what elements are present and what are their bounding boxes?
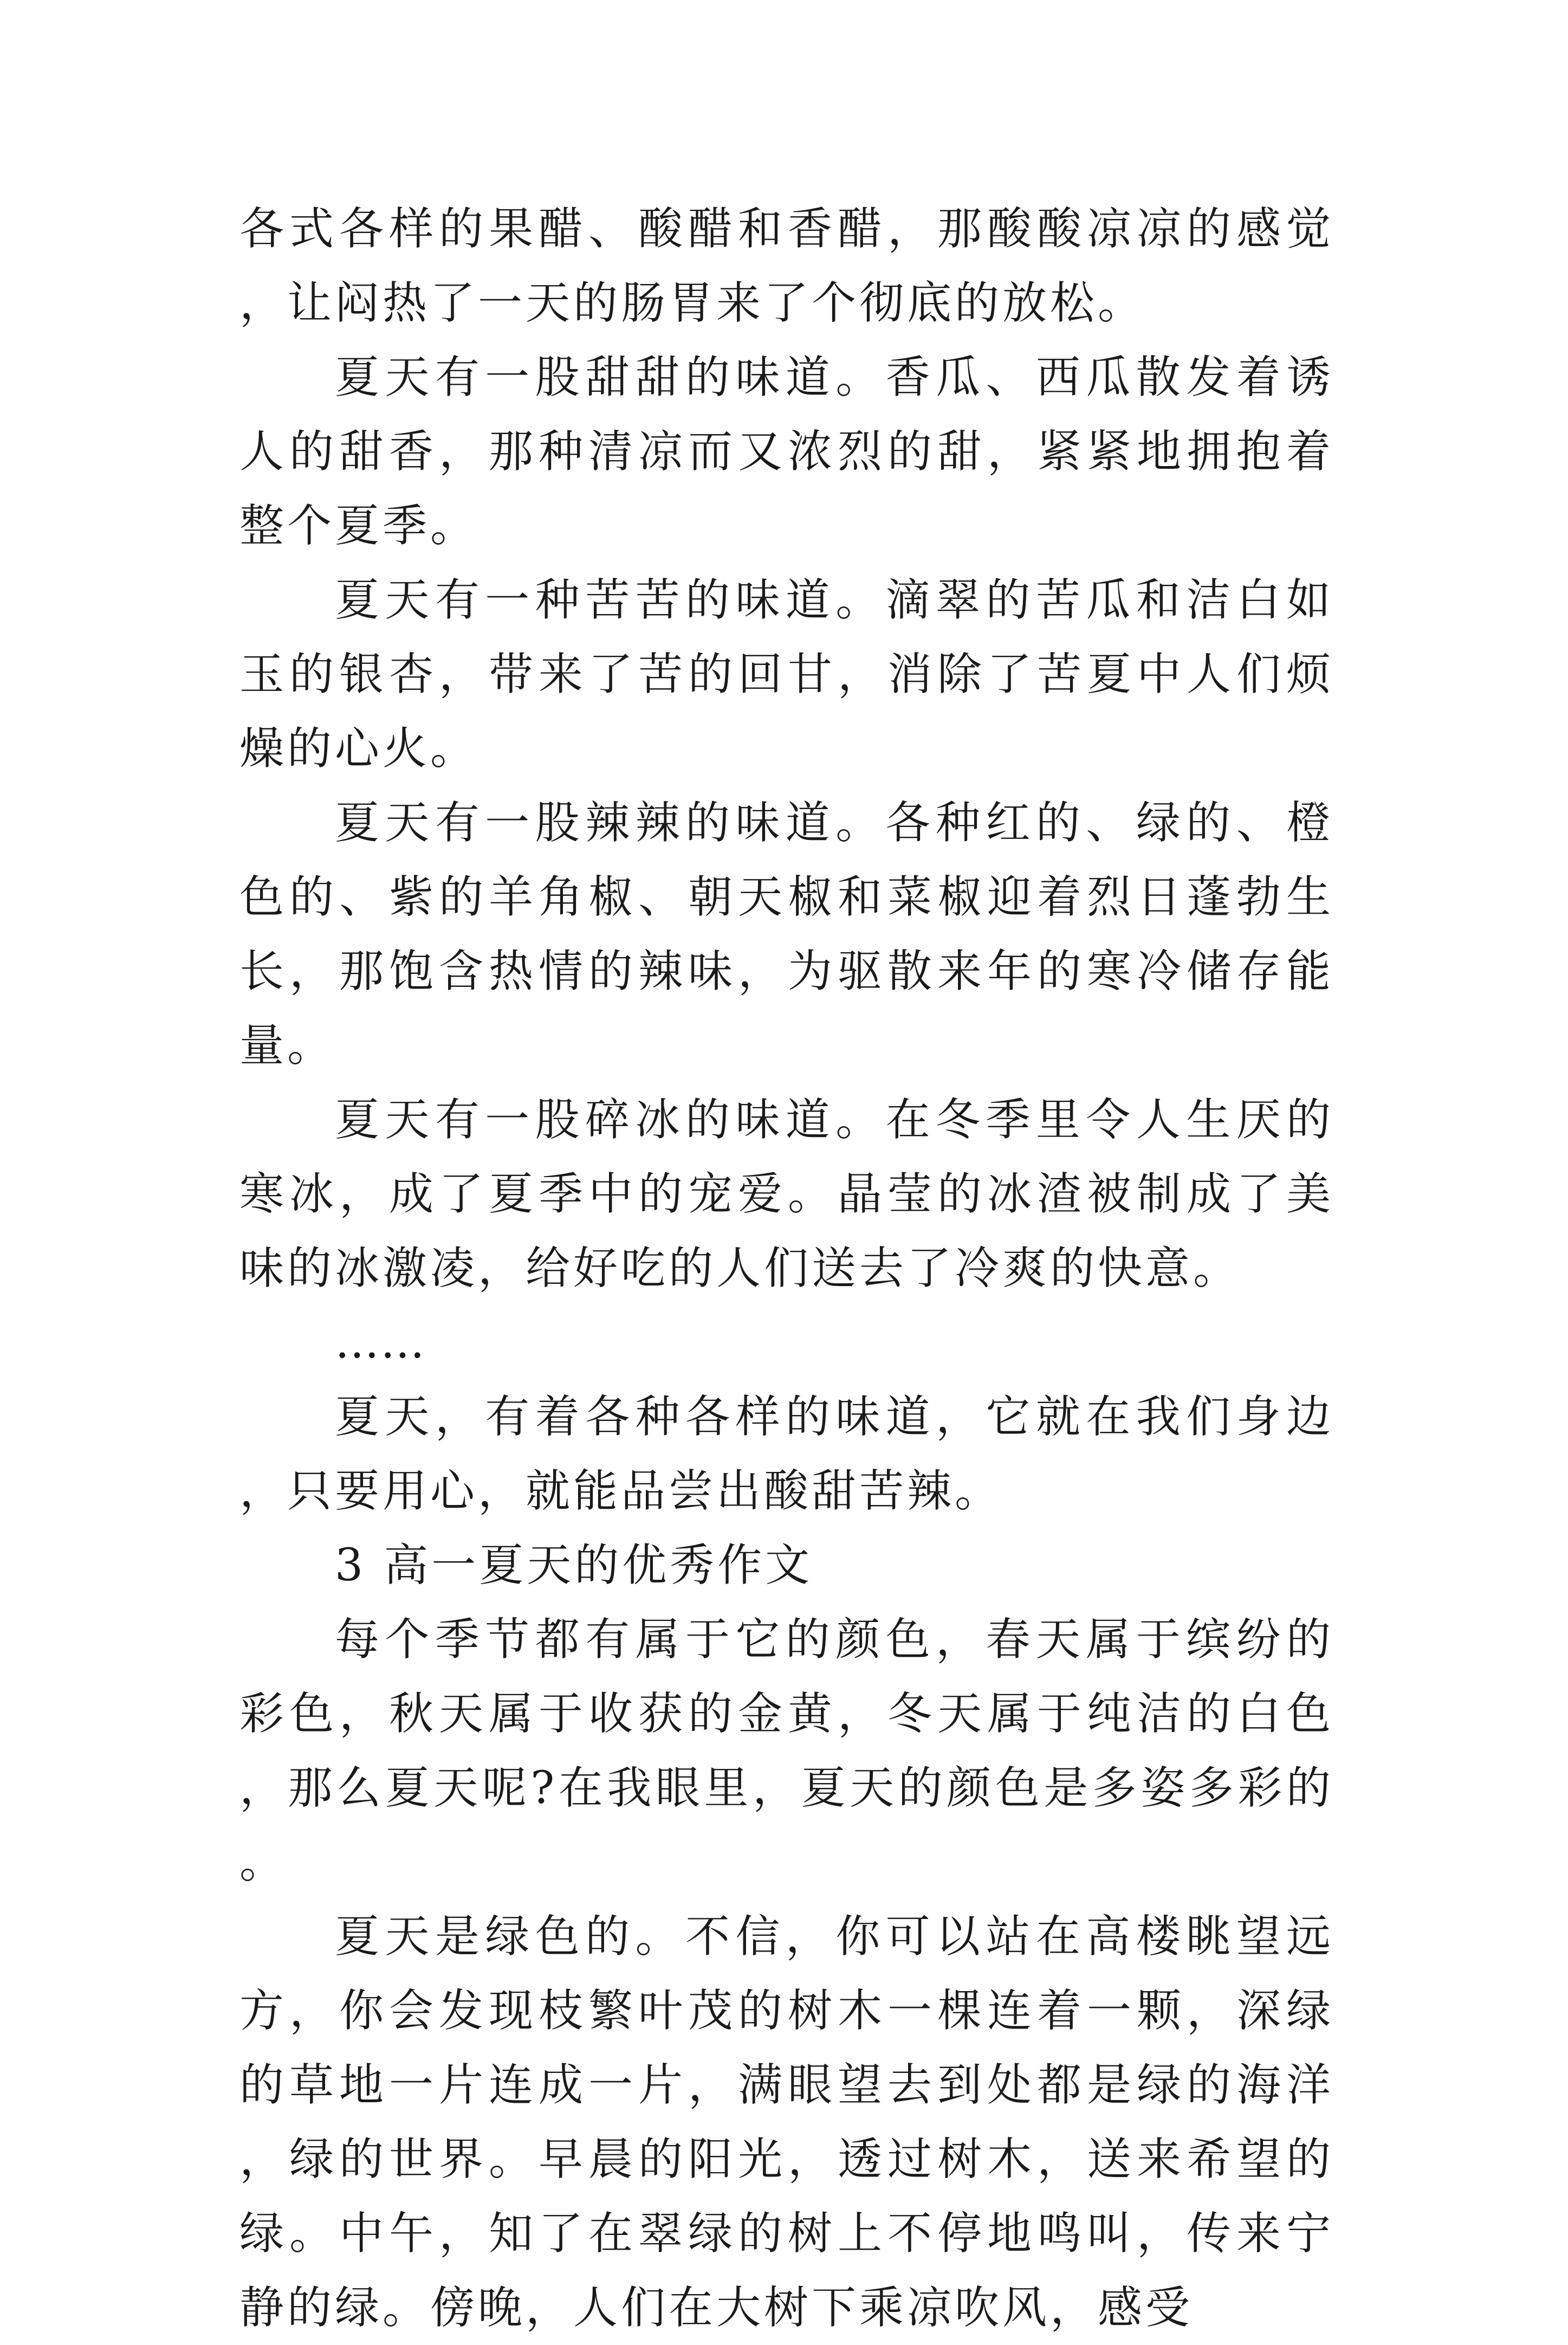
paragraph-bitter: 夏天有一种苦苦的味道。滴翠的苦瓜和洁白如玉的银杏，带来了苦的回甘，消除了苦夏中人们烦燥的心火。 xyxy=(239,574,1334,774)
paragraph-spicy: 夏天有一股辣辣的味道。各种红的、绿的、橙色的、紫的羊角椒、朝天椒和菜椒迎着烈日蓬勃生长，那饱含热情的辣味，为驱散来年的寒冷储存能量。 xyxy=(239,797,1334,1071)
paragraph-ellipsis: …… xyxy=(335,1317,426,1368)
document-page xyxy=(239,192,1334,2345)
paragraph-sweet: 夏天有一股甜甜的味道。香瓜、西瓜散发着诱人的甜香，那种清凉而又浓烈的甜，紧紧地拥抱着整个夏季。 xyxy=(239,352,1334,552)
paragraph-summary: 夏天，有着各种各样的味道，它就在我们身边，只要用心，就能品尝出酸甜苦辣。 xyxy=(239,1391,1334,1517)
paragraph-green: 夏天是绿色的。不信，你可以站在高楼眺望远方，你会发现枝繁叶茂的树木一棵连着一颗，深绿的草地一片连成一片，满眼望去到处都是绿的海洋，绿的世界。早晨的阳光，透过树木，送来希望的绿。中午，知了在翠绿的树上不停地鸣叫，传来宁静的绿。傍晚，人们在大树下乘凉吹风，感受 xyxy=(239,1911,1334,2334)
paragraph-continuation: 各式各样的果醋、酸醋和香醋，那酸酸凉凉的感觉，让闷热了一天的肠胃来了个彻底的放松。 xyxy=(239,203,1334,329)
section-heading: 3 高一夏天的优秀作文 xyxy=(335,1540,813,1591)
paragraph-seasons: 每个季节都有属于它的颜色，春天属于缤纷的彩色，秋天属于收获的金黄，冬天属于纯洁的白色，那么夏天呢?在我眼里，夏天的颜色是多姿多彩的。 xyxy=(239,1614,1334,1888)
paragraph-ice: 夏天有一股碎冰的味道。在冬季里令人生厌的寒冰，成了夏季中的宠爱。晶莹的冰渣被制成了美味的冰激凌，给好吃的人们送去了冷爽的快意。 xyxy=(239,1094,1334,1294)
